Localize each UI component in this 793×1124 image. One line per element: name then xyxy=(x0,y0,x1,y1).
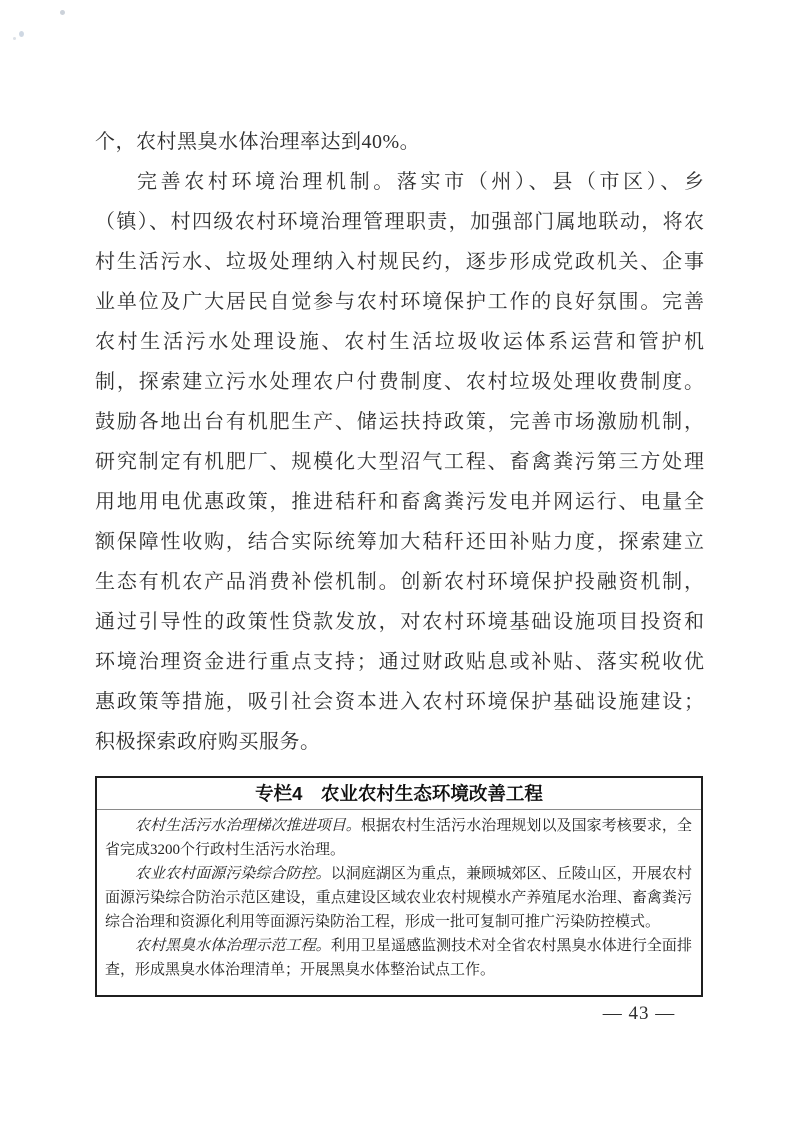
paragraph-lead: 农村生活污水治理梯次推进项目。 xyxy=(135,818,361,834)
page-number: — 43 — xyxy=(602,1003,676,1024)
text-line: 环境治理资金进行重点支持；通过财政贴息或补贴、落实税收优 xyxy=(95,651,704,673)
scan-artifact xyxy=(13,37,16,40)
text-line: 生态有机农产品消费补偿机制。创新农村环境保护投融资机制， xyxy=(95,571,704,593)
paragraph-body: 根据农村生活污水治理规划以及国家考核要求，全省完成3200个行政村生活污水治理。 xyxy=(105,818,692,858)
callout-paragraph xyxy=(105,862,692,934)
text-line: 个，农村黑臭水体治理率达到40%。 xyxy=(95,131,421,153)
text-line: （镇）、村四级农村环境治理管理职责，加强部门属地联动，将农 xyxy=(95,211,704,233)
callout-box xyxy=(95,776,703,997)
scan-artifact xyxy=(19,31,24,37)
text-line: 惠政策等措施，吸引社会资本进入农村环境保护基础设施建设； xyxy=(95,691,704,713)
text-line: 业单位及广大居民自觉参与农村环境保护工作的良好氛围。完善 xyxy=(95,291,704,313)
paragraph-body: 以洞庭湖区为重点，兼顾城郊区、丘陵山区，开展农村面源污染综合防治示范区建设，重点建设区域农业农村规模水产养殖尾水治理、畜禽粪污综合治理和资源化利用等面源污染防治工程，形成一批可复制可推广污染防控模式。 xyxy=(105,866,692,930)
paragraph-body: 利用卫星遥感监测技术对全省农村黑臭水体进行全面排查，形成黑臭水体治理清单；开展黑臭水体整治试点工作。 xyxy=(105,938,692,978)
text-line: 制，探索建立污水处理农户付费制度、农村垃圾处理收费制度。 xyxy=(95,371,704,393)
text-line: 通过引导性的政策性贷款发放，对农村环境基础设施项目投资和 xyxy=(95,611,704,633)
callout-paragraph xyxy=(105,934,692,982)
callout-box-title: 专栏4 农业农村生态环境改善工程 xyxy=(97,778,701,810)
callout-paragraph xyxy=(105,814,692,862)
text-line: 完善农村环境治理机制。落实市（州）、县（市区）、乡 xyxy=(137,171,704,193)
text-line: 村生活污水、垃圾处理纳入村规民约，逐步形成党政机关、企事 xyxy=(95,251,704,273)
scan-artifact xyxy=(60,10,65,15)
text-line: 研究制定有机肥厂、规模化大型沼气工程、畜禽粪污第三方处理 xyxy=(95,451,704,473)
text-line: 积极探索政府购买服务。 xyxy=(95,731,321,753)
paragraph-lead: 农村黑臭水体治理示范工程。 xyxy=(135,938,331,954)
paragraph-lead: 农业农村面源污染综合防控。 xyxy=(135,866,331,882)
text-line: 鼓励各地出台有机肥生产、储运扶持政策，完善市场激励机制， xyxy=(95,411,704,433)
text-line: 用地用电优惠政策，推进秸秆和畜禽粪污发电并网运行、电量全 xyxy=(95,491,704,513)
text-line: 额保障性收购，结合实际统筹加大秸秆还田补贴力度，探索建立 xyxy=(95,531,704,553)
text-line: 农村生活污水处理设施、农村生活垃圾收运体系运营和管护机 xyxy=(95,331,704,353)
callout-box-body xyxy=(97,810,701,986)
body-text xyxy=(95,122,704,762)
